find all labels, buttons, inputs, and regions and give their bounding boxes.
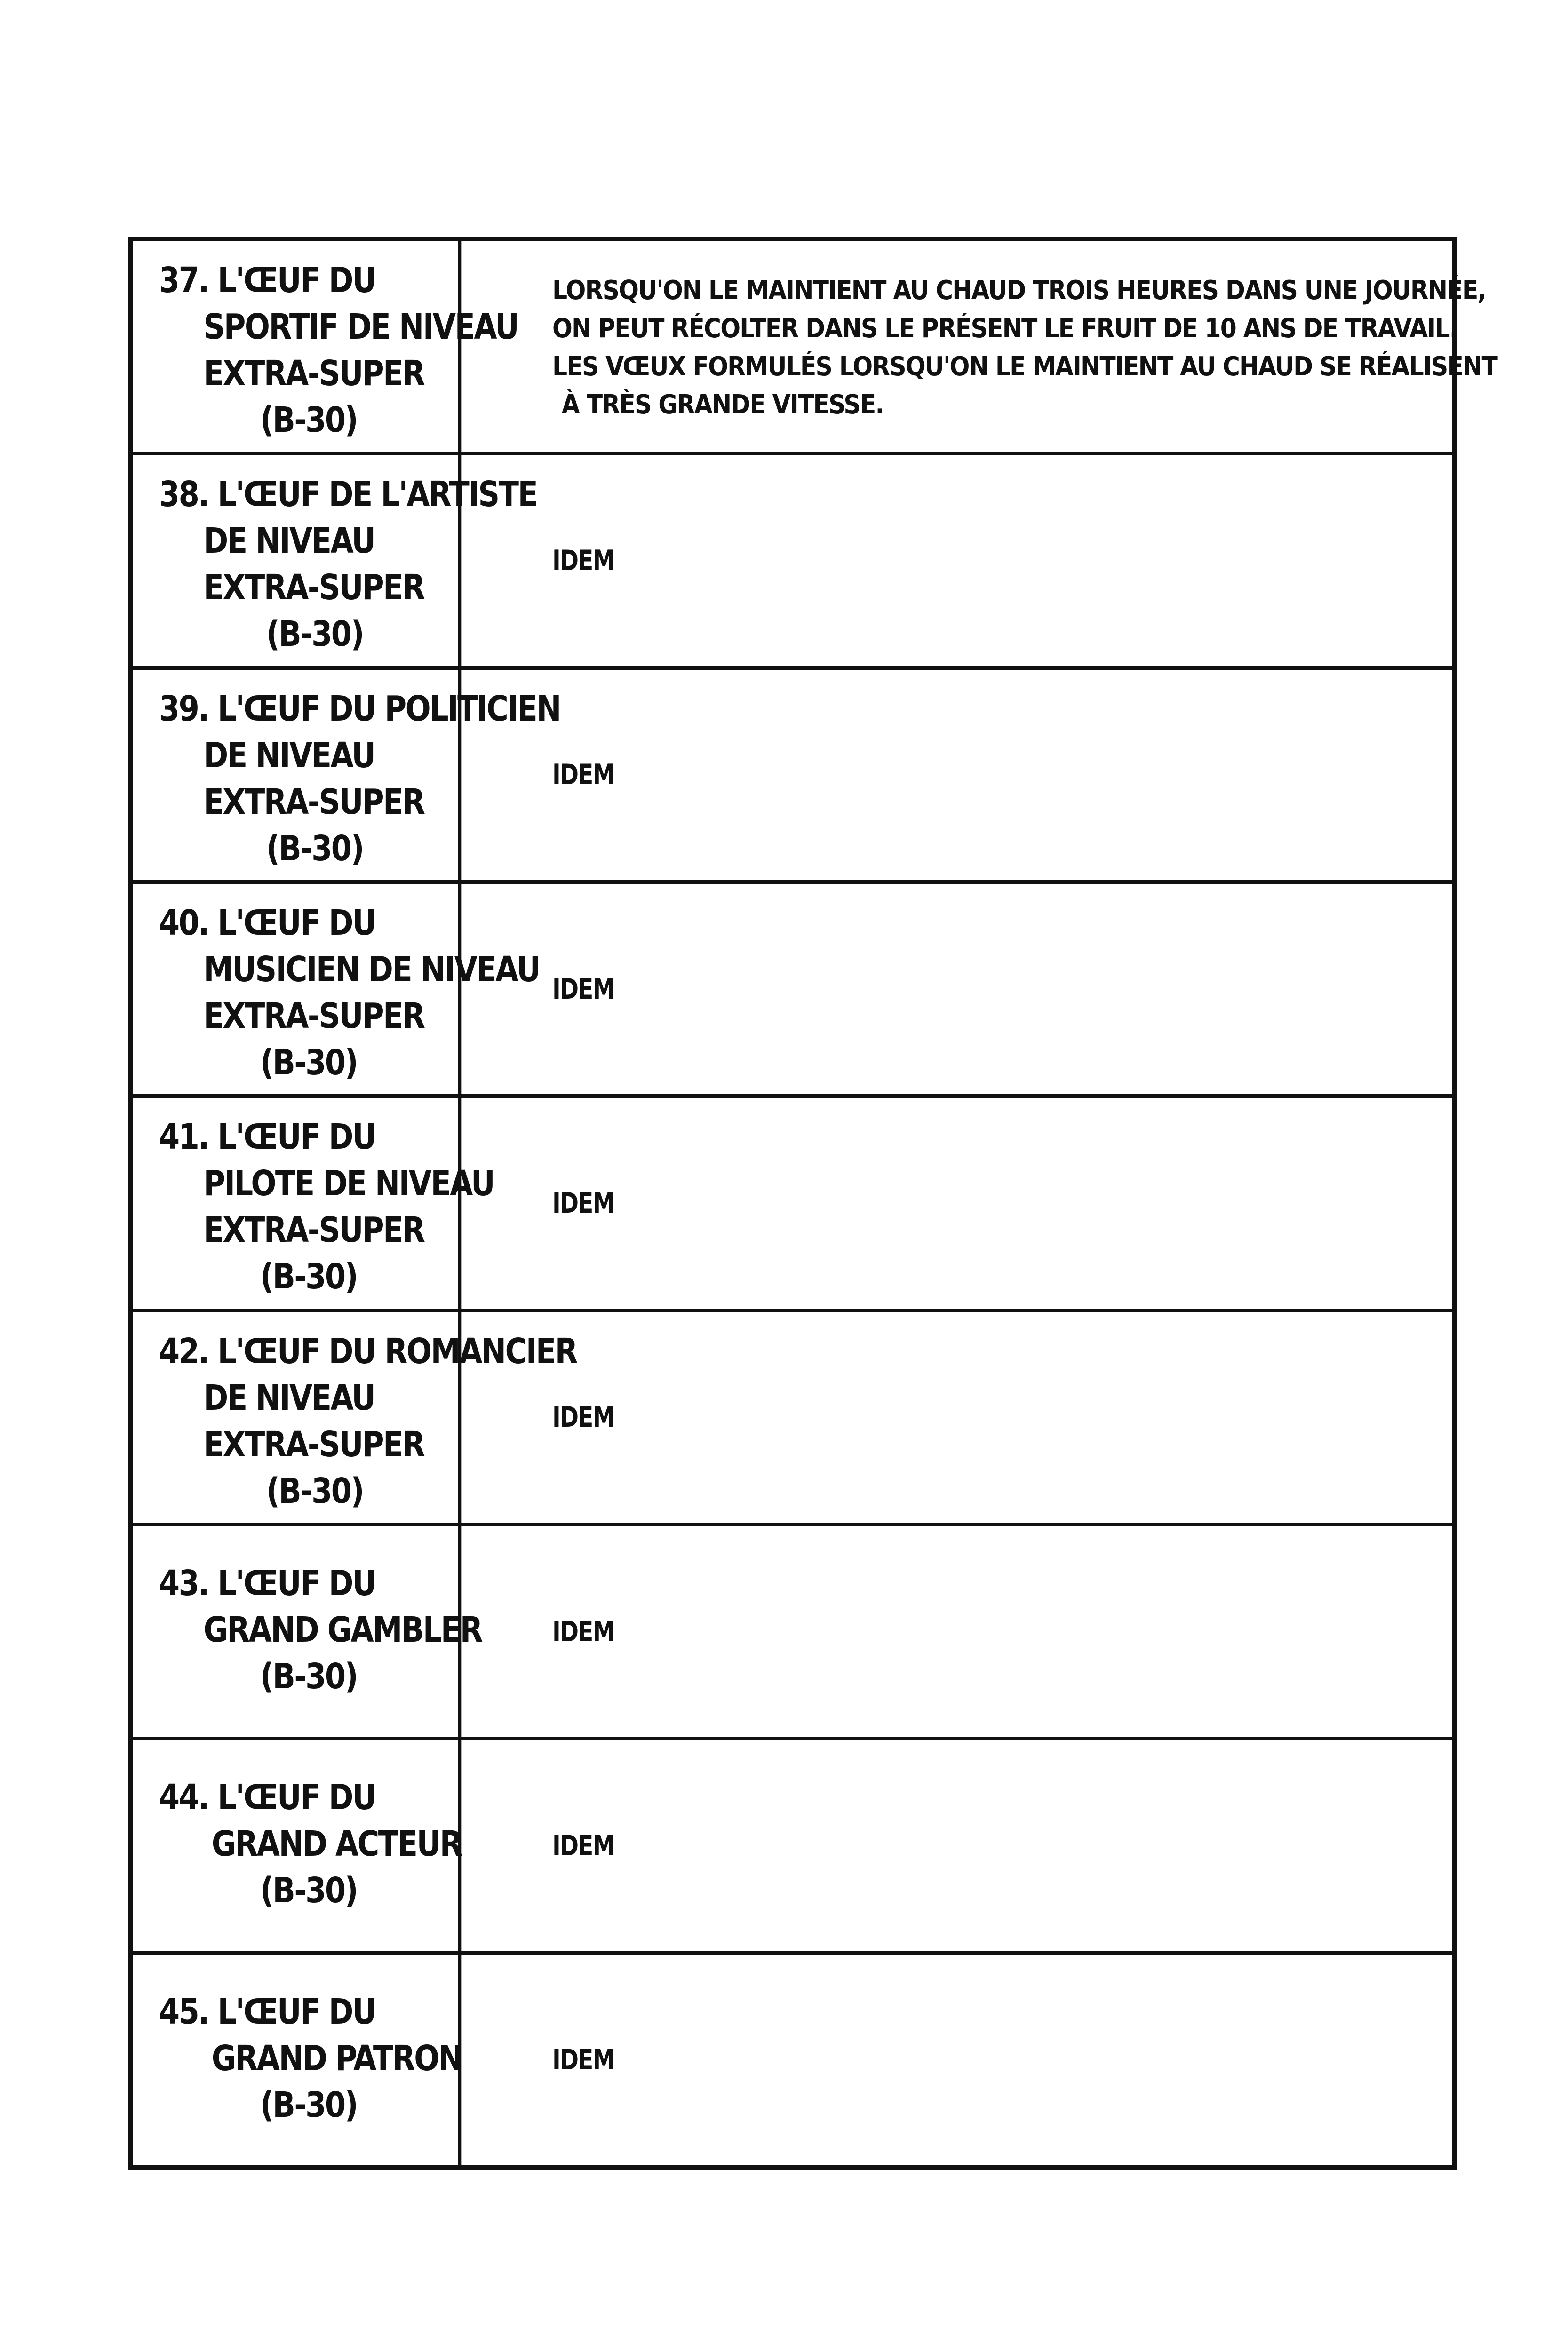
effect-line: ON PEUT RÉCOLTER DANS LE PRÉSENT LE FRUIT DE 10 ANS DE TRAVAIL.: [552, 313, 1458, 344]
egg-name-cell: [133, 241, 518, 452]
egg-rank-code: (B-30): [266, 614, 363, 655]
egg-name-line: 38. L'ŒUF DE L'ARTISTE: [159, 474, 537, 515]
effect-text: IDEM: [552, 1186, 614, 1220]
table-row: [133, 1526, 1452, 1740]
egg-name-cell: [133, 1955, 461, 2165]
egg-rank-code: (B-30): [260, 400, 358, 440]
egg-effect-cell: [515, 1098, 1452, 1308]
table-row: [133, 241, 1497, 455]
egg-name-line: GRAND ACTEUR: [211, 1824, 462, 1865]
egg-name-cell: [133, 884, 540, 1094]
egg-name-cell: [133, 1526, 482, 1737]
egg-effect-cell: [515, 670, 1452, 880]
table-row: [133, 1098, 1452, 1312]
effect-text: IDEM: [552, 758, 614, 792]
egg-name-line: EXTRA-SUPER: [203, 567, 424, 608]
effect-text: IDEM: [552, 544, 614, 577]
egg-rank-code: (B-30): [260, 1870, 358, 1911]
effect-text: IDEM: [552, 2043, 614, 2077]
egg-name-cell: [133, 1740, 461, 1951]
egg-catalog-table: [128, 237, 1497, 2170]
egg-effect-cell: [515, 1955, 1452, 2165]
effect-text: IDEM: [552, 1615, 614, 1648]
egg-name-line: PILOTE DE NIVEAU: [203, 1163, 494, 1204]
egg-rank-code: (B-30): [266, 828, 363, 869]
egg-name-line: GRAND PATRON: [211, 2038, 462, 2079]
egg-name-line: 42. L'ŒUF DU ROMANCIER: [159, 1331, 577, 1372]
egg-rank-code: (B-30): [266, 1470, 363, 1511]
egg-name-line: 40. L'ŒUF DU: [159, 902, 375, 943]
egg-effect-cell: [515, 1312, 1452, 1523]
egg-name-cell: [133, 455, 537, 666]
egg-name-line: 41. L'ŒUF DU: [159, 1117, 375, 1158]
egg-rank-code: (B-30): [260, 1256, 358, 1297]
table-row: [133, 670, 1452, 884]
effect-text: IDEM: [552, 1829, 614, 1862]
egg-name-cell: [133, 670, 560, 880]
table-row: [133, 1955, 1452, 2165]
egg-name-line: DE NIVEAU: [203, 521, 375, 562]
egg-rank-code: (B-30): [260, 1656, 358, 1697]
effect-text: IDEM: [552, 1401, 614, 1434]
egg-effect-cell: [515, 455, 1452, 666]
egg-name-line: DE NIVEAU: [203, 1377, 375, 1418]
egg-name-line: 43. L'ŒUF DU: [159, 1563, 375, 1604]
egg-name-cell: [133, 1312, 577, 1523]
egg-name-line: MUSICIEN DE NIVEAU: [203, 949, 540, 990]
egg-name-line: EXTRA-SUPER: [203, 1424, 424, 1465]
effect-line: À TRÈS GRANDE VITESSE.: [561, 389, 883, 420]
table-row: [133, 1740, 1452, 1955]
egg-name-line: EXTRA-SUPER: [203, 353, 424, 394]
table-row: [133, 884, 1452, 1098]
egg-name-line: EXTRA-SUPER: [203, 995, 424, 1036]
egg-name-line: 39. L'ŒUF DU POLITICIEN: [159, 688, 560, 729]
egg-rank-code: (B-30): [260, 2084, 358, 2125]
egg-name-line: SPORTIF DE NIVEAU: [203, 307, 518, 347]
egg-name-line: GRAND GAMBLER: [203, 1609, 482, 1650]
egg-name-line: 45. L'ŒUF DU: [159, 1991, 375, 2032]
egg-rank-code: (B-30): [260, 1042, 358, 1083]
egg-name-line: 37. L'ŒUF DU: [159, 260, 375, 301]
egg-name-line: EXTRA-SUPER: [203, 781, 424, 822]
egg-effect-cell: [515, 884, 1452, 1094]
egg-effect-cell: [515, 1740, 1452, 1951]
effect-text: IDEM: [552, 972, 614, 1006]
egg-name-line: EXTRA-SUPER: [203, 1210, 424, 1251]
egg-name-cell: [133, 1098, 494, 1308]
table-row: [133, 1312, 1452, 1526]
table-row: [133, 455, 1452, 669]
egg-name-line: DE NIVEAU: [203, 735, 375, 776]
egg-effect-cell: [515, 241, 1568, 452]
effect-line: LORSQU'ON LE MAINTIENT AU CHAUD TROIS HEURES DANS UNE JOURNÉE,: [552, 275, 1486, 306]
effect-line: LES VŒUX FORMULÉS LORSQU'ON LE MAINTIENT AU CHAUD SE RÉALISENT: [552, 351, 1497, 382]
egg-name-line: 44. L'ŒUF DU: [159, 1777, 375, 1818]
egg-effect-cell: [515, 1526, 1452, 1737]
